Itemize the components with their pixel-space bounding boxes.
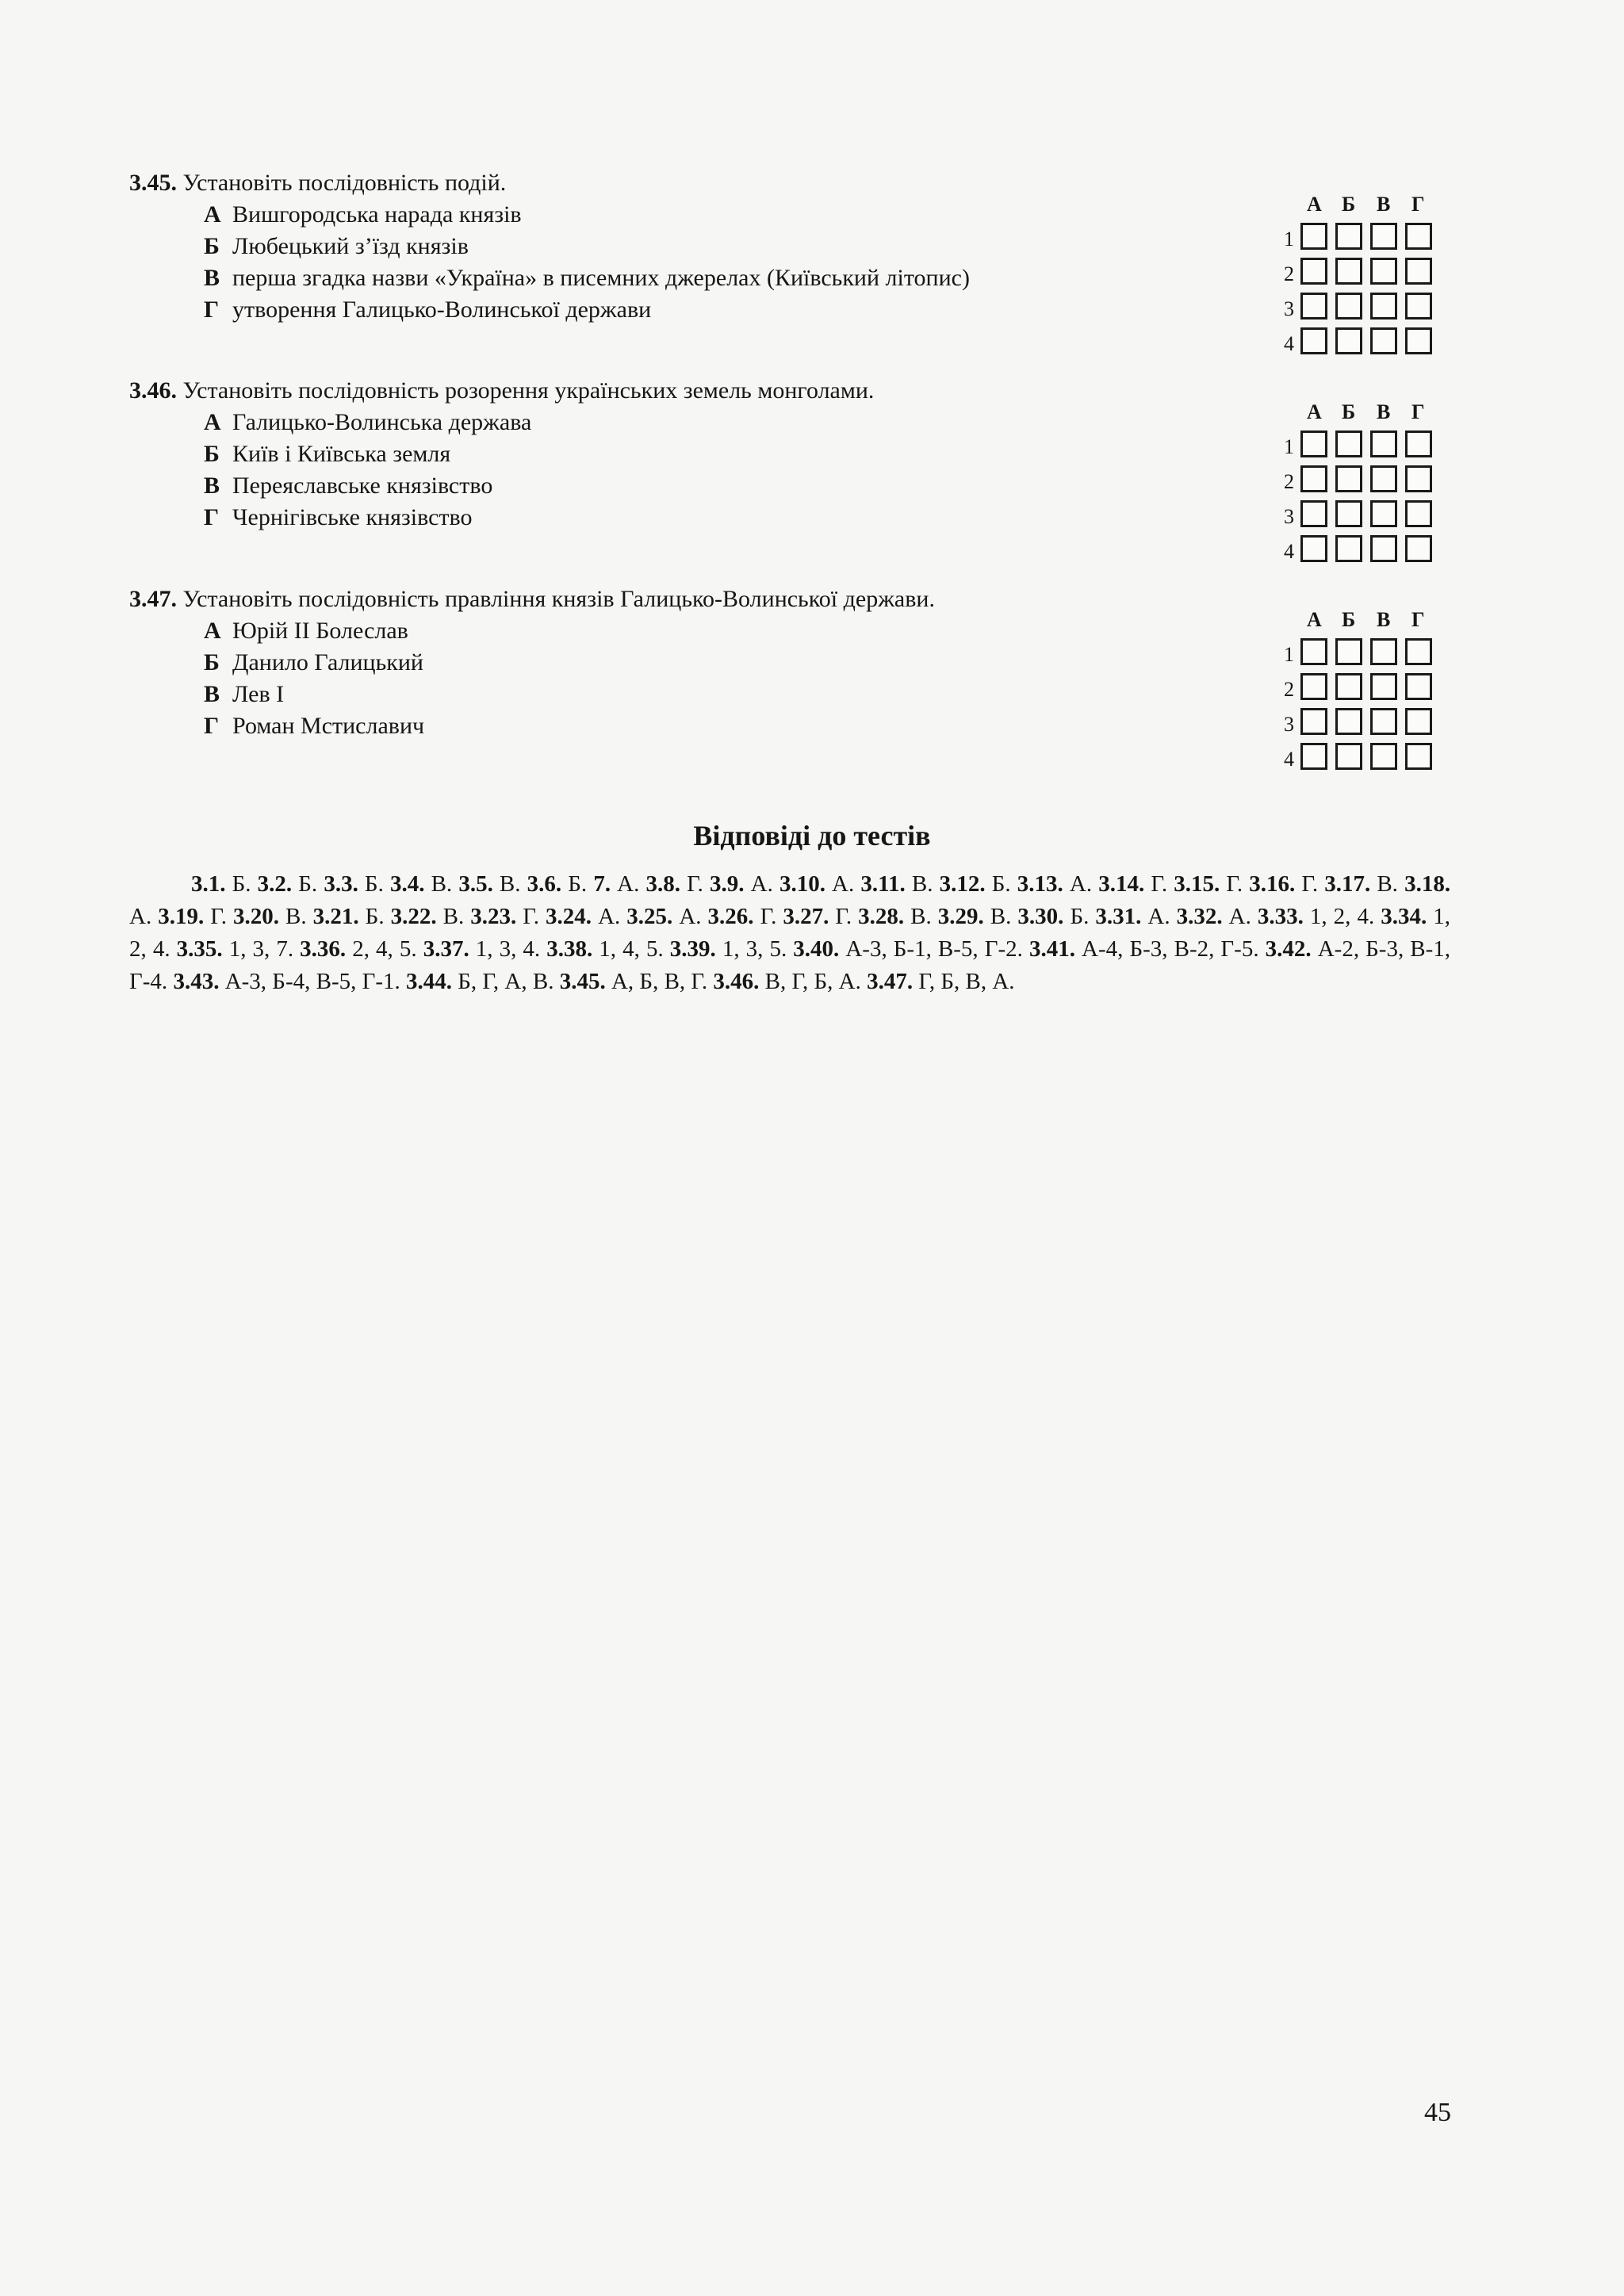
answer-value: Г. [1295, 871, 1325, 897]
answer-number: 3.8. [645, 871, 680, 897]
grid-row [1277, 638, 1435, 670]
answer-checkbox[interactable] [1370, 465, 1397, 492]
answer-number: 3.22. [390, 904, 437, 929]
answer-number: 3.12. [939, 871, 986, 897]
answer-checkbox[interactable] [1370, 258, 1397, 285]
answer-number: 3.20. [233, 904, 280, 929]
answer-number: 3.15. [1174, 871, 1220, 897]
grid-column-headers [1277, 400, 1435, 427]
answer-value: В. [1370, 871, 1405, 897]
answer-number: 3.30. [1017, 904, 1064, 929]
answer-checkbox[interactable] [1335, 673, 1362, 700]
grid-column-label: А [1307, 400, 1322, 423]
grid-column-label: Б [1342, 193, 1356, 216]
option-text: Київ і Київська земля [232, 441, 451, 467]
answer-number: 3.44. [406, 969, 453, 994]
grid-row [1277, 500, 1435, 532]
grid-row-label: 2 [1284, 470, 1294, 493]
answer-value: А. [592, 904, 627, 929]
answer-checkbox[interactable] [1370, 500, 1397, 527]
answer-value: Б. [292, 871, 324, 897]
answer-checkbox[interactable] [1405, 708, 1432, 735]
option-letter: А [204, 409, 221, 435]
answers-title: Відповіді до тестів [693, 820, 931, 851]
answer-number: 3.25. [626, 904, 673, 929]
answer-checkbox[interactable] [1300, 500, 1327, 527]
answer-checkbox[interactable] [1300, 673, 1327, 700]
answer-checkbox[interactable] [1300, 293, 1327, 320]
answer-value: В. [279, 904, 313, 929]
answer-number: 3.11. [860, 871, 906, 897]
grid-row-label: 1 [1284, 643, 1294, 666]
answer-checkbox[interactable] [1370, 430, 1397, 457]
grid-row-label: 4 [1284, 748, 1294, 771]
answer-value: Г. [829, 904, 859, 929]
answer-value: 1, 4, 5. [592, 936, 670, 962]
answer-number: 3.13. [1017, 871, 1063, 897]
answer-number: 3.19. [158, 904, 205, 929]
option-text: Лев I [232, 681, 285, 707]
grid-column-label: Б [1342, 400, 1356, 423]
answer-number: 3.27. [783, 904, 829, 929]
answer-checkbox[interactable] [1300, 708, 1327, 735]
answer-number: 3.16. [1249, 871, 1296, 897]
grid-row-label: 1 [1284, 228, 1294, 251]
answer-number: 3.47. [867, 969, 914, 994]
answer-checkbox[interactable] [1405, 535, 1432, 562]
answer-checkbox[interactable] [1405, 430, 1432, 457]
option-text: перша згадка назви «Україна» в писемних джерелах (Київський літопис) [232, 265, 970, 291]
answer-value: А-3, Б-4, В-5, Г-1. [219, 969, 407, 994]
grid-row [1277, 430, 1435, 462]
answer-checkbox[interactable] [1300, 535, 1327, 562]
answer-number: 3.23. [470, 904, 517, 929]
answer-number: 3.34. [1381, 904, 1427, 929]
answer-value: Б. [358, 904, 391, 929]
answer-value: Б. [561, 871, 594, 897]
answer-value: В. [904, 904, 938, 929]
answer-value: Б, Г, А, В. [452, 969, 560, 994]
answer-checkbox[interactable] [1405, 223, 1432, 250]
grid-row [1277, 293, 1435, 324]
answer-value: 1, 3, 5. [715, 936, 794, 962]
option-letter: Г [204, 297, 220, 323]
grid-column-label: В [1377, 400, 1391, 423]
answer-number: 3.6. [527, 871, 562, 897]
answer-checkbox[interactable] [1370, 708, 1397, 735]
answer-value: А-4, Б-3, В-2, Г-5. [1074, 936, 1266, 962]
option-text: Любецький з’їзд князів [232, 233, 469, 259]
answer-number: 3.28. [858, 904, 905, 929]
answer-checkbox[interactable] [1405, 327, 1432, 354]
answer-value: В. [492, 871, 527, 897]
grid-row-label: 3 [1284, 297, 1294, 320]
answer-number: 3.5. [458, 871, 493, 897]
question-number: 3.46. [129, 377, 177, 404]
answer-number: 3.39. [669, 936, 716, 962]
grid-row-label: 2 [1284, 678, 1294, 701]
answer-number: 3.35. [176, 936, 223, 962]
grid-column-label: А [1307, 608, 1322, 631]
question-text: Установіть послідовність розорення українських земель монголами. [182, 377, 875, 404]
answer-checkbox[interactable] [1370, 743, 1397, 770]
grid-row [1277, 535, 1435, 567]
answer-number: 3.18. [1404, 871, 1451, 897]
answer-checkbox[interactable] [1335, 708, 1362, 735]
answer-value: А. [825, 871, 861, 897]
grid-row [1277, 673, 1435, 705]
answer-value: А. [672, 904, 708, 929]
answer-value: В. [983, 904, 1018, 929]
answer-number: 3.24. [546, 904, 592, 929]
answer-number: 3.26. [707, 904, 754, 929]
option-text: Данило Галицький [232, 649, 423, 675]
answer-number: 3.46. [713, 969, 760, 994]
answer-value: 1, 3, 4. [469, 936, 547, 962]
answer-number: 3.45. [559, 969, 606, 994]
answer-checkbox[interactable] [1335, 327, 1362, 354]
grid-column-label: В [1377, 193, 1391, 216]
grid-column-label: Г [1411, 400, 1425, 423]
option-letter: Б [204, 649, 220, 675]
answer-value: Б. [985, 871, 1017, 897]
answer-number: 3.38. [546, 936, 593, 962]
answer-checkbox[interactable] [1300, 638, 1327, 665]
grid-row [1277, 743, 1435, 775]
answer-checkbox[interactable] [1335, 293, 1362, 320]
answers-paragraph [129, 868, 1450, 998]
answer-value: Г. [680, 871, 710, 897]
answer-number: 3.36. [300, 936, 347, 962]
answer-value: 1, 2, 4. [129, 904, 1450, 962]
answer-value: Г. [516, 904, 546, 929]
grid-row-label: 3 [1284, 505, 1294, 528]
answer-checkbox[interactable] [1405, 743, 1432, 770]
answer-checkbox[interactable] [1300, 327, 1327, 354]
option-letter: Г [204, 504, 220, 530]
option-letter: А [204, 201, 221, 228]
answer-value: А. [611, 871, 646, 897]
grid-column-headers [1277, 193, 1435, 220]
grid-row-label: 3 [1284, 713, 1294, 736]
answer-checkbox[interactable] [1405, 673, 1432, 700]
option-letter: В [204, 681, 220, 707]
answer-number: 3.2. [257, 871, 293, 897]
answer-checkbox[interactable] [1335, 743, 1362, 770]
question-number: 3.45. [129, 170, 177, 196]
answer-checkbox[interactable] [1405, 258, 1432, 285]
answer-checkbox[interactable] [1370, 535, 1397, 562]
answer-checkbox[interactable] [1370, 327, 1397, 354]
answer-checkbox[interactable] [1335, 500, 1362, 527]
answer-value: Г. [1220, 871, 1250, 897]
answer-checkbox[interactable] [1335, 535, 1362, 562]
option-letter: Б [204, 233, 220, 259]
answer-value: 1, 3, 7. [222, 936, 301, 962]
answer-checkbox[interactable] [1300, 258, 1327, 285]
answer-number: 3.29. [937, 904, 984, 929]
grid-row [1277, 223, 1435, 254]
question-text: Установіть послідовність подій. [182, 170, 507, 196]
answer-value: В. [424, 871, 459, 897]
answer-checkbox[interactable] [1405, 293, 1432, 320]
answer-checkbox[interactable] [1300, 743, 1327, 770]
grid-column-headers [1277, 608, 1435, 635]
answer-value: Б. [358, 871, 390, 897]
answer-value: А. [129, 904, 159, 929]
answer-number: 3.9. [710, 871, 745, 897]
answer-value: Г. [204, 904, 234, 929]
answer-checkbox[interactable] [1300, 430, 1327, 457]
answer-value: А. [1063, 871, 1099, 897]
answer-checkbox[interactable] [1335, 430, 1362, 457]
answer-checkbox[interactable] [1370, 293, 1397, 320]
grid-column-label: Б [1342, 608, 1356, 631]
answer-number: 3.14. [1098, 871, 1145, 897]
answer-value: В. [436, 904, 471, 929]
answer-number: 3.33. [1257, 904, 1304, 929]
grid-column-label: Г [1411, 608, 1425, 631]
answer-value: В. [905, 871, 940, 897]
option-letter: Г [204, 713, 220, 739]
grid-row-label: 1 [1284, 435, 1294, 458]
option-text: Чернігівське князівство [232, 504, 473, 530]
answer-checkbox[interactable] [1405, 465, 1432, 492]
answer-number: 3.31. [1095, 904, 1142, 929]
question-text: Установіть послідовність правління князів Галицько-Волинської держави. [182, 586, 935, 612]
grid-row-label: 4 [1284, 540, 1294, 563]
option-text: Вишгородська нарада князів [232, 201, 522, 228]
answer-number: 3.3. [324, 871, 358, 897]
answer-number: 3.4. [389, 871, 425, 897]
answer-checkbox[interactable] [1300, 465, 1327, 492]
answer-value: Б. [1063, 904, 1096, 929]
grid-column-label: В [1377, 608, 1391, 631]
answer-number: 3.1. [191, 871, 226, 897]
grid-row [1277, 327, 1435, 359]
option-text: Галицько-Волинська держава [232, 409, 532, 435]
answer-checkbox[interactable] [1335, 223, 1362, 250]
answer-value: А. [1222, 904, 1258, 929]
grid-row [1277, 708, 1435, 740]
answer-checkbox[interactable] [1335, 638, 1362, 665]
answer-number: 3.37. [423, 936, 469, 962]
option-letter: Б [204, 441, 220, 467]
option-text: Роман Мстиславич [232, 713, 425, 739]
answer-number: 3.41. [1028, 936, 1075, 962]
answer-checkbox[interactable] [1335, 258, 1362, 285]
option-letter: В [204, 473, 220, 499]
answer-number: 3.17. [1324, 871, 1371, 897]
answer-value: А-3, Б-1, В-5, Г-2. [839, 936, 1029, 962]
answer-number: 7. [593, 871, 611, 897]
answer-number: 3.43. [173, 969, 220, 994]
page-number: 45 [1424, 2098, 1451, 2127]
option-letter: В [204, 265, 220, 291]
option-text: утворення Галицько-Волинської держави [232, 297, 652, 323]
answer-value: В, Г, Б, А. [759, 969, 868, 994]
answer-checkbox[interactable] [1405, 638, 1432, 665]
answer-number: 3.32. [1176, 904, 1223, 929]
answer-checkbox[interactable] [1370, 673, 1397, 700]
grid-column-label: А [1307, 193, 1322, 216]
answer-checkbox[interactable] [1370, 638, 1397, 665]
answer-value: 2, 4, 5. [346, 936, 423, 962]
answer-checkbox[interactable] [1300, 223, 1327, 250]
option-text: Юрій II Болеслав [232, 618, 408, 644]
answer-checkbox[interactable] [1335, 465, 1362, 492]
answer-value: А. [1141, 904, 1177, 929]
answer-value: А. [744, 871, 779, 897]
option-letter: А [204, 618, 221, 644]
answer-value: А-2, Б-3, В-1, Г-4. [129, 936, 1451, 994]
answer-value: Г, Б, В, А. [913, 969, 1015, 994]
answer-value: А, Б, В, Г. [605, 969, 714, 994]
option-text: Переяславське князівство [232, 473, 493, 499]
grid-row [1277, 465, 1435, 497]
grid-row [1277, 258, 1435, 289]
grid-row-label: 2 [1284, 262, 1294, 285]
answer-value: 1, 2, 4. [1303, 904, 1381, 929]
question-number: 3.47. [129, 586, 177, 612]
answer-number: 3.10. [779, 871, 825, 897]
answer-number: 3.21. [312, 904, 359, 929]
answer-value: Г. [753, 904, 783, 929]
answer-number: 3.42. [1265, 936, 1312, 962]
answer-number: 3.40. [793, 936, 840, 962]
answer-value: Б. [225, 871, 258, 897]
answer-checkbox[interactable] [1370, 223, 1397, 250]
grid-column-label: Г [1411, 193, 1425, 216]
grid-row-label: 4 [1284, 332, 1294, 355]
answer-value: Г. [1144, 871, 1174, 897]
answer-checkbox[interactable] [1405, 500, 1432, 527]
